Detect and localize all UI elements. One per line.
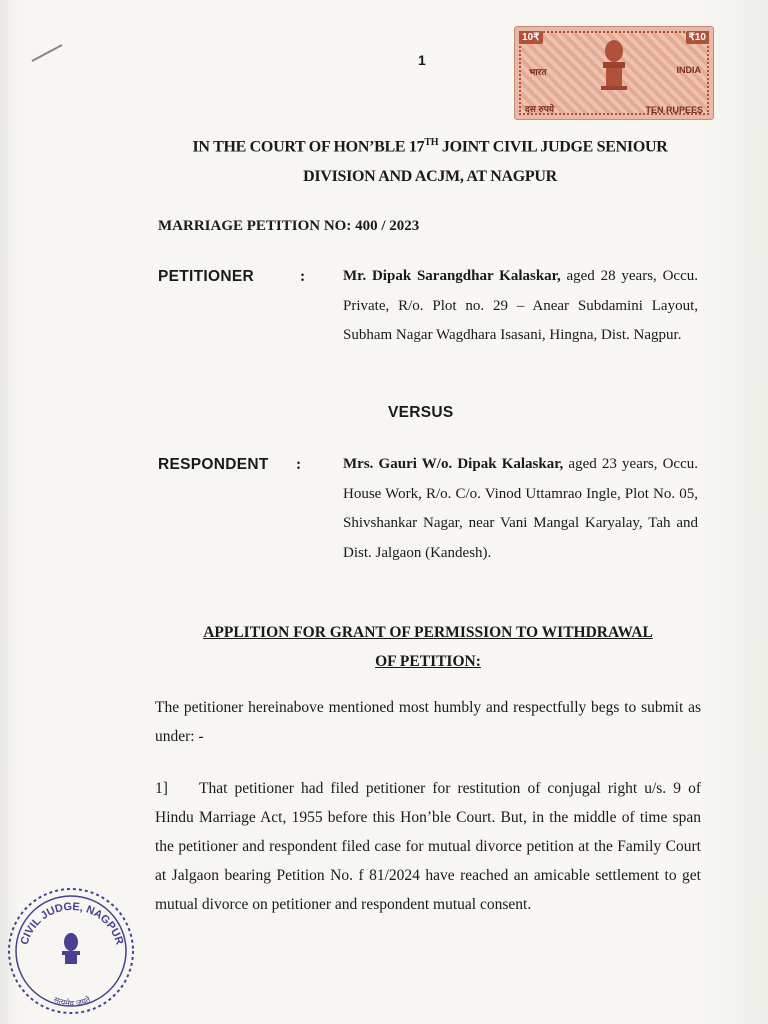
petitioner-colon: :: [300, 268, 306, 285]
respondent-name: Mrs. Gauri W/o. Dipak Kalaskar,: [343, 456, 564, 472]
court-heading-line1: [150, 137, 710, 156]
respondent-label: RESPONDENT: [158, 456, 269, 473]
court-heading-pre: IN THE COURT OF HON’BLE 17: [192, 138, 425, 156]
court-heading-post: JOINT CIVIL JUDGE SENIOUR: [438, 138, 668, 156]
petitioner-address: aged 28 years, Occu. Private, R/o. Plot no. 29 – Anear Subdamini Layout, Subham Nagar Wagdhara Isasani, Hingna, Dist. Nagpur.: [343, 268, 698, 343]
application-subject: [158, 618, 698, 676]
stamp-text-bharat: भारत: [529, 67, 547, 77]
pen-mark: [32, 44, 63, 62]
intro-paragraph: The petitioner hereinabove mentioned most humbly and respectfully begs to submit as under: -: [155, 699, 701, 745]
respondent-details: [343, 450, 698, 568]
revenue-stamp: [514, 26, 714, 120]
subject-line2: OF PETITION:: [375, 653, 481, 670]
page-number: 1: [418, 52, 426, 68]
petitioner-details: [343, 262, 698, 351]
versus-label: VERSUS: [388, 404, 454, 421]
stamp-text-india: INDIA: [676, 65, 701, 75]
paragraph-1-text: That petitioner had filed petitioner for restitution of conjugal right u/s. 9 of Hindu Marriage Act, 1955 before this Hon’ble Court. But, in the middle of time span the petitioner and respondent filed case for mutual divorce petition at the Family Court at Jalgaon bearing Petition No. f 81/2024 have reached an amicable settlement to get mutual divorce on petitioner and respondent mutual consent.: [155, 780, 701, 913]
stamp-value-right: ₹10: [686, 31, 710, 44]
petition-number: MARRIAGE PETITION NO: 400 / 2023: [158, 218, 420, 234]
petitioner-name: Mr. Dipak Sarangdhar Kalaskar,: [343, 268, 561, 284]
ashoka-emblem-icon: [597, 35, 631, 95]
stamp-value-left: 10₹: [519, 31, 543, 44]
court-seal-icon: [4, 884, 138, 1018]
court-heading-line2: DIVISION AND ACJM, AT NAGPUR: [303, 168, 557, 185]
stamp-text-hindi-value: दस रुपये: [525, 104, 555, 114]
stamp-text-english-value: TEN RUPEES: [645, 105, 703, 115]
seal-text-top: CIVIL JUDGE, NAGPUR: [18, 900, 126, 947]
respondent-colon: :: [296, 456, 302, 473]
seal-text-bottom: सत्यमेव जयते: [52, 994, 92, 1009]
paragraph-1-number: 1]: [155, 780, 168, 797]
petitioner-label: PETITIONER: [158, 268, 255, 285]
seal-emblem-icon: [62, 933, 80, 964]
subject-line1: APPLITION FOR GRANT OF PERMISSION TO WITHDRAWAL: [203, 624, 653, 641]
paragraph-1: [155, 774, 701, 919]
respondent-address: aged 23 years, Occu. House Work, R/o. C/o. Vinod Uttamrao Ingle, Plot No. 05, Shivshankar Nagar, near Vani Mangal Karyalay, Tah and Dist. Jalgaon (Kandesh).: [343, 456, 698, 561]
court-heading-sup: TH: [424, 137, 439, 148]
